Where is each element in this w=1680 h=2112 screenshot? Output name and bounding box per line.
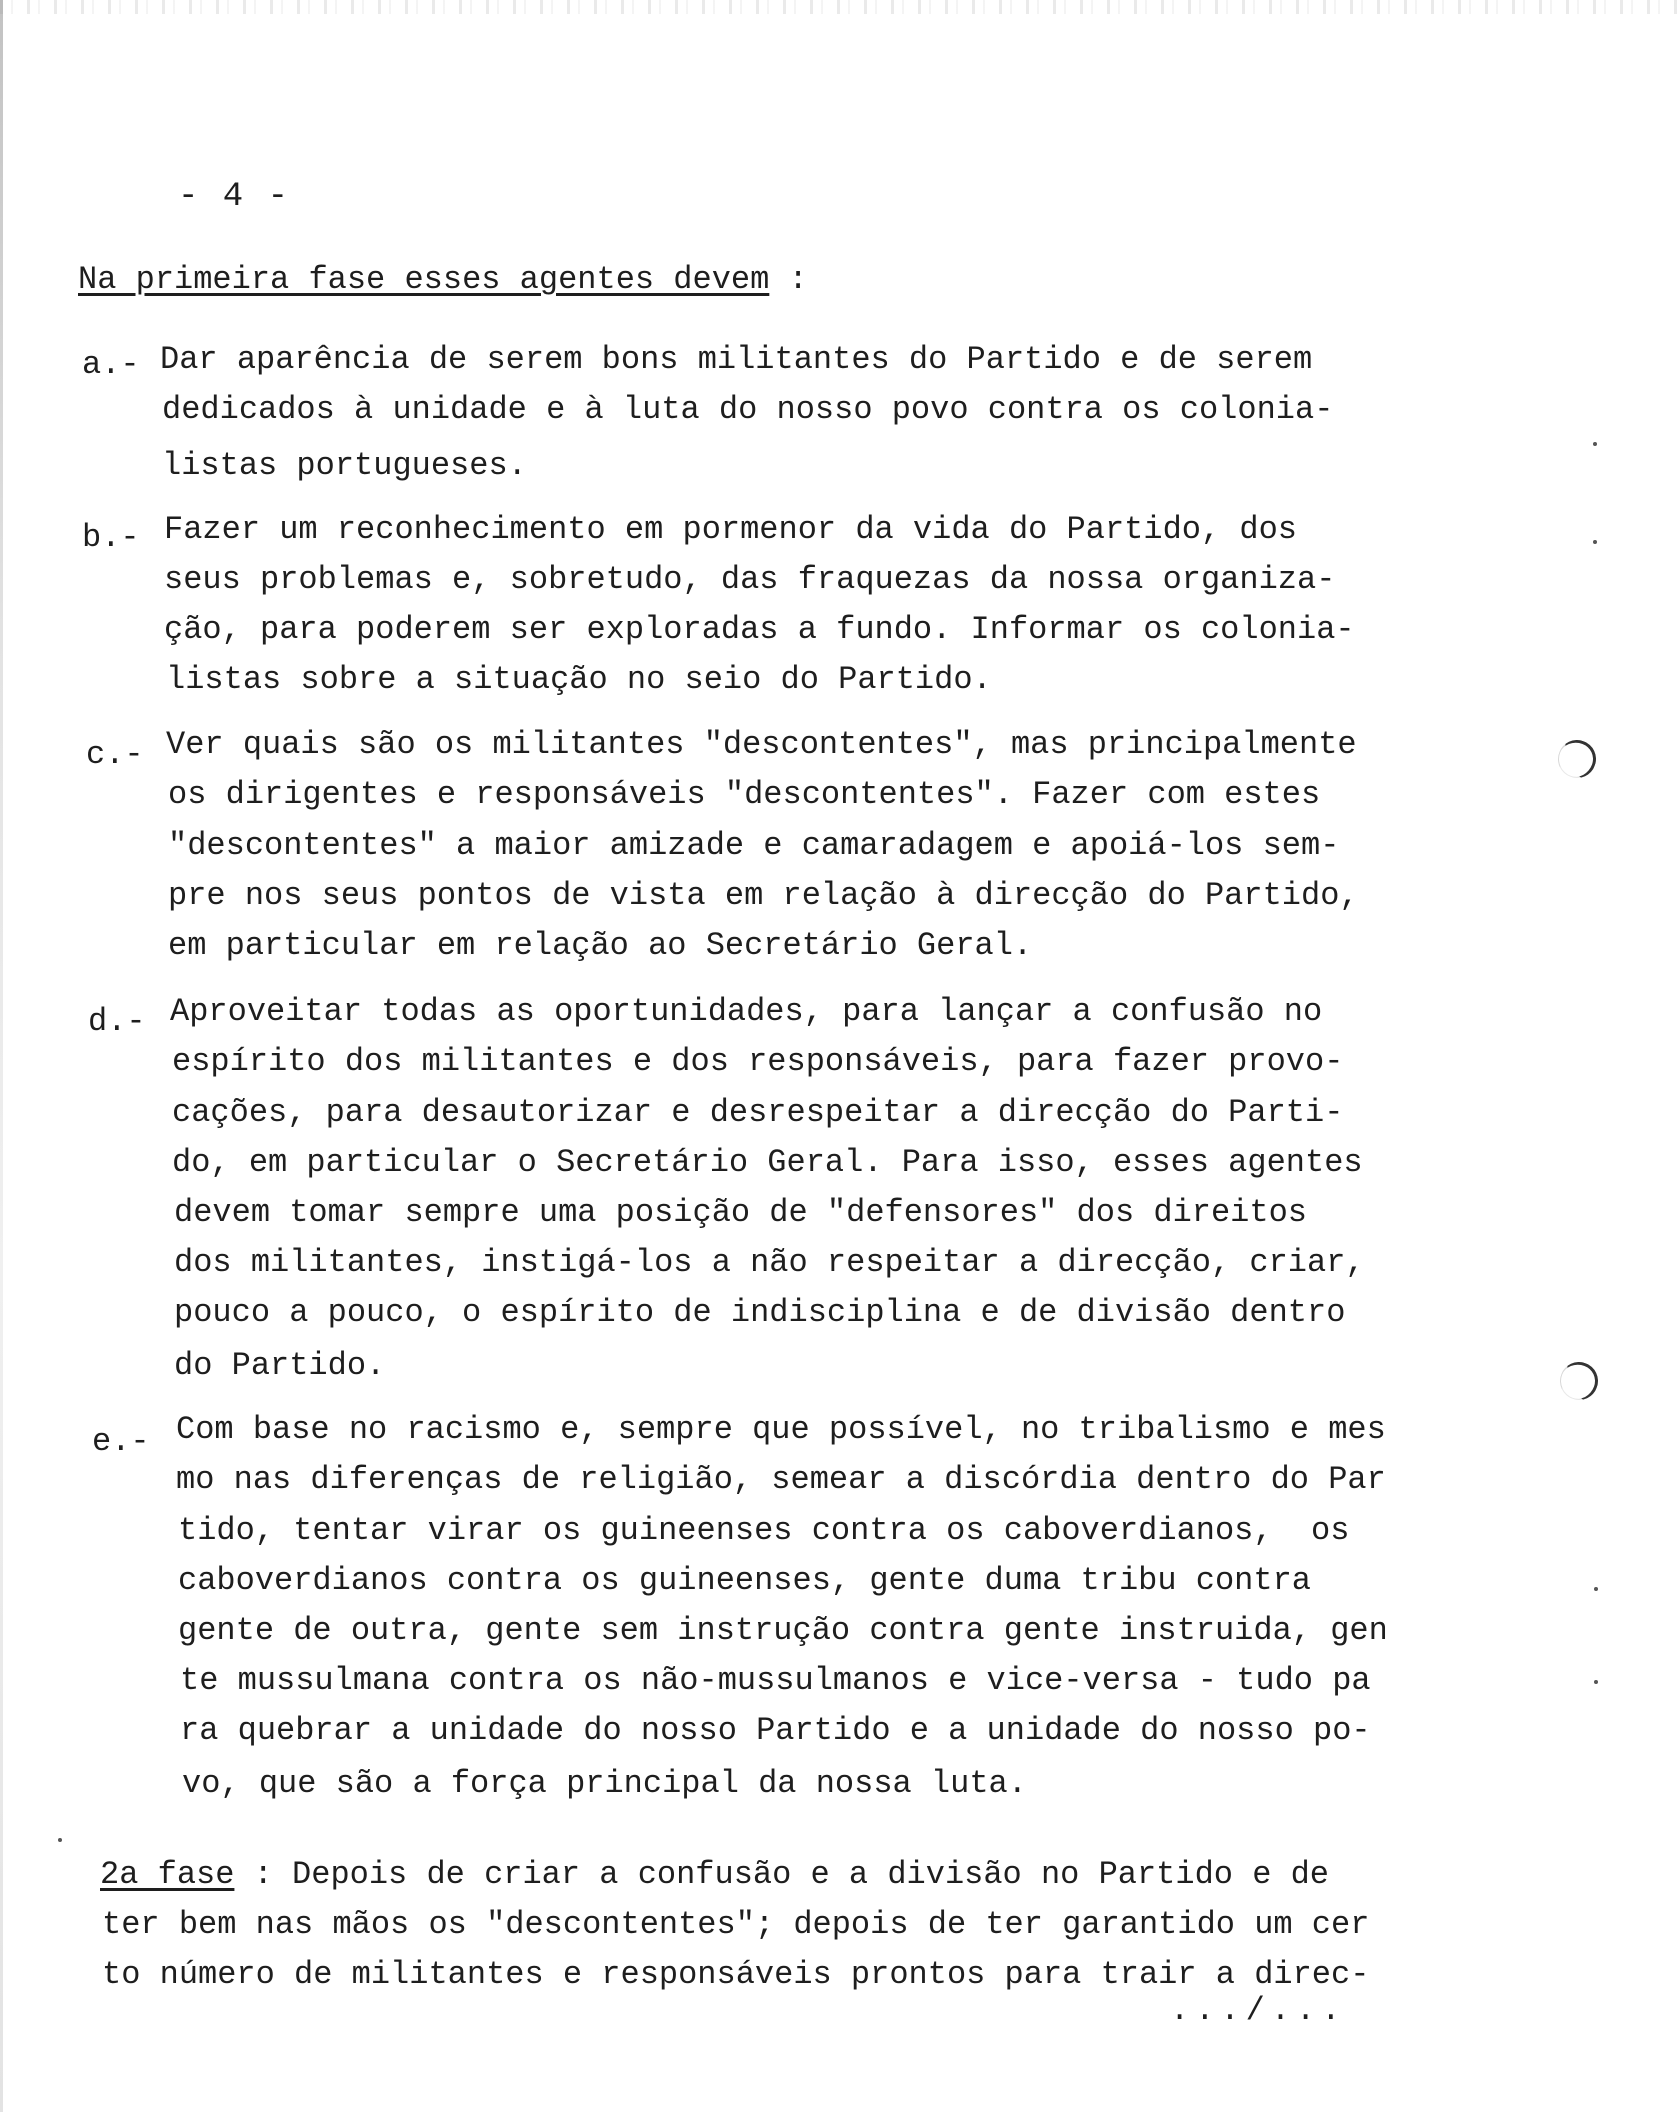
scan-edge-top [0,0,1680,14]
item-line: listas sobre a situação no seio do Partido. [166,661,992,698]
paragraph-line: ter bem nas mãos os "descontentes"; depois de ter garantido um cer [102,1906,1370,1943]
item-line: ra quebrar a unidade do nosso Partido e a unidade do nosso po- [180,1712,1371,1749]
item-line: Ver quais são os militantes "descontentes", mas principalmente [166,726,1357,763]
scan-edge-left [0,0,3,2112]
item-line: caboverdianos contra os guineenses, gente duma tribu contra [178,1562,1311,1599]
heading-colon: : [788,261,808,298]
scan-speck [1593,540,1597,544]
item-line: Aproveitar todas as oportunidades, para lançar a confusão no [170,993,1323,1030]
item-label: c.- [86,736,144,773]
item-line: do, em particular o Secretário Geral. Para isso, esses agentes [172,1144,1363,1181]
item-label: b.- [82,519,140,556]
item-line: seus problemas e, sobretudo, das fraquezas da nossa organiza- [164,561,1336,598]
item-line: dedicados à unidade e à luta do nosso povo contra os colonia- [162,391,1334,428]
item-line: Fazer um reconhecimento em pormenor da vida do Partido, dos [164,511,1297,548]
item-line: pouco a pouco, o espírito de indisciplina e de divisão dentro [174,1294,1346,1331]
item-line: pre nos seus pontos de vista em relação à direcção do Partido, [168,877,1359,914]
second-phase-paragraph [100,1855,1329,1895]
item-line: espírito dos militantes e dos responsáveis, para fazer provo- [172,1043,1344,1080]
continuation-mark: .../... [1170,1992,1347,2029]
item-label: d.- [88,1003,146,1040]
item-line: mo nas diferenças de religião, semear a discórdia dentro do Par [176,1461,1386,1498]
item-line: ção, para poderem ser exploradas a fundo. Informar os colonia- [164,611,1355,648]
item-line: tido, tentar virar os guineenses contra os caboverdianos, os [178,1512,1350,1549]
punch-hole-mark [1553,735,1602,784]
scan-speck [1593,442,1597,446]
scan-speck [1594,1680,1598,1684]
item-line: os dirigentes e responsáveis "descontentes". Fazer com estes [168,776,1321,813]
scan-speck [1594,1587,1598,1591]
scan-speck [58,1838,62,1842]
item-line: Dar aparência de serem bons militantes do Partido e de serem [160,341,1313,378]
item-line: listas portugueses. [162,447,527,484]
item-line: te mussulmana contra os não-mussulmanos e vice-versa - tudo pa [180,1662,1371,1699]
paragraph-line: to número de militantes e responsáveis prontos para trair a direc- [102,1956,1370,1993]
item-line: em particular em relação ao Secretário Geral. [168,927,1033,964]
item-line: dos militantes, instigá-los a não respeitar a direcção, criar, [174,1244,1365,1281]
item-line: gente de outra, gente sem instrução contra gente instruida, gen [178,1612,1388,1649]
page-number: - 4 - [178,178,291,216]
item-line: do Partido. [174,1347,386,1384]
second-phase-label: 2a fase [100,1856,235,1893]
heading-text: Na primeira fase esses agentes devem [78,261,770,298]
item-label: a.- [82,346,140,383]
item-label: e.- [92,1423,150,1460]
paragraph-line: Depois de criar a confusão e a divisão no Partido e de [292,1856,1329,1893]
item-line: vo, que são a força principal da nossa luta. [182,1765,1027,1802]
item-line: devem tomar sempre uma posição de "defensores" dos direitos [174,1194,1307,1231]
section-heading [78,260,808,300]
item-line: Com base no racismo e, sempre que possível, no tribalismo e mes [176,1411,1386,1448]
item-line: "descontentes" a maior amizade e camaradagem e apoiá-los sem- [168,827,1340,864]
item-line: cações, para desautorizar e desrespeitar a direcção do Parti- [172,1094,1344,1131]
punch-hole-mark [1555,1357,1604,1406]
second-phase-colon: : [253,1856,273,1893]
